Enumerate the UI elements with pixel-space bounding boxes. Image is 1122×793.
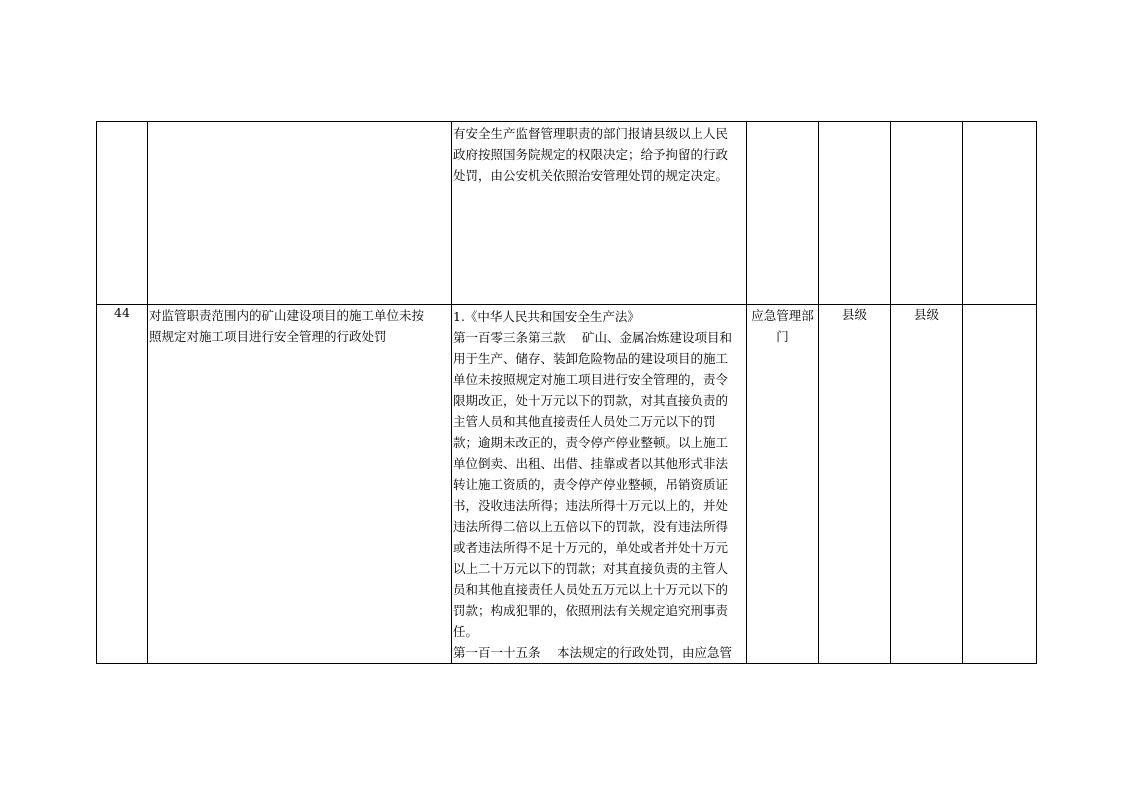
level-cell: [819, 305, 891, 664]
legal-basis-cell: [452, 122, 747, 305]
item-name-cell: [148, 305, 452, 664]
row-number-cell: [97, 305, 148, 664]
row-number: 44: [114, 305, 130, 320]
item-name-cell: [148, 122, 452, 305]
item-name: 对监管职责范围内的矿山建设项目的施工单位未按 照规定对施工项目进行安全管理的行政处罚: [149, 308, 425, 344]
level-text: 县级: [913, 307, 939, 322]
level-cell: [819, 122, 891, 305]
table-row: [97, 305, 1037, 664]
remark-cell: [963, 305, 1037, 664]
row-number-cell: [97, 122, 148, 305]
legal-basis-cell: [452, 305, 747, 664]
table-row: [97, 122, 1037, 305]
department-cell: [747, 122, 819, 305]
department-text: 应急管理部 门: [751, 308, 814, 344]
level-text: 县级: [841, 307, 867, 322]
department-cell: [747, 305, 819, 664]
penalty-table: [96, 121, 1037, 664]
level-cell: [891, 305, 963, 664]
legal-basis-text: 1.《中华人民共和国安全生产法》 第一百零三条第三款 矿山、金属冶炼建设项目和 用于生产、储存、装卸危险物品的建设项目的施工 单位未按照规定对施工项目进行安全管理的，责令 限期改正，处十万元以下的罚款，对其直接负责的 主管人员和其他直接责任人员处二万元以下的罚 款；逾期未改正的，责令停产停业整顿。以上施工 单位倒卖、出租、出借、挂靠或者以其他形式非法 转让施工资质的，责令停产停业整顿，吊销资质证 书，没收违法所得；违法所得十万元以上的，并处 违法所得二倍以上五倍以下的罚款，没有违法所得 或者违法所得不足十万元的，单处或者并处十万元 以上二十万元以下的罚款；对其直接负责的主管人 员和其他直接责任人员处五万元以上十万元以下的 罚款；构成犯罪的，依照刑法有关规定追究刑事责 任。 第一百一十五条 本法规定的行政处罚，由应急管: [453, 309, 732, 660]
remark-cell: [963, 122, 1037, 305]
level-cell: [891, 122, 963, 305]
legal-basis-text: 有安全生产监督管理职责的部门报请县级以上人民 政府按照国务院规定的权限决定；给予拘留的行政 处罚，由公安机关依照治安管理处罚的规定决定。: [453, 126, 729, 183]
